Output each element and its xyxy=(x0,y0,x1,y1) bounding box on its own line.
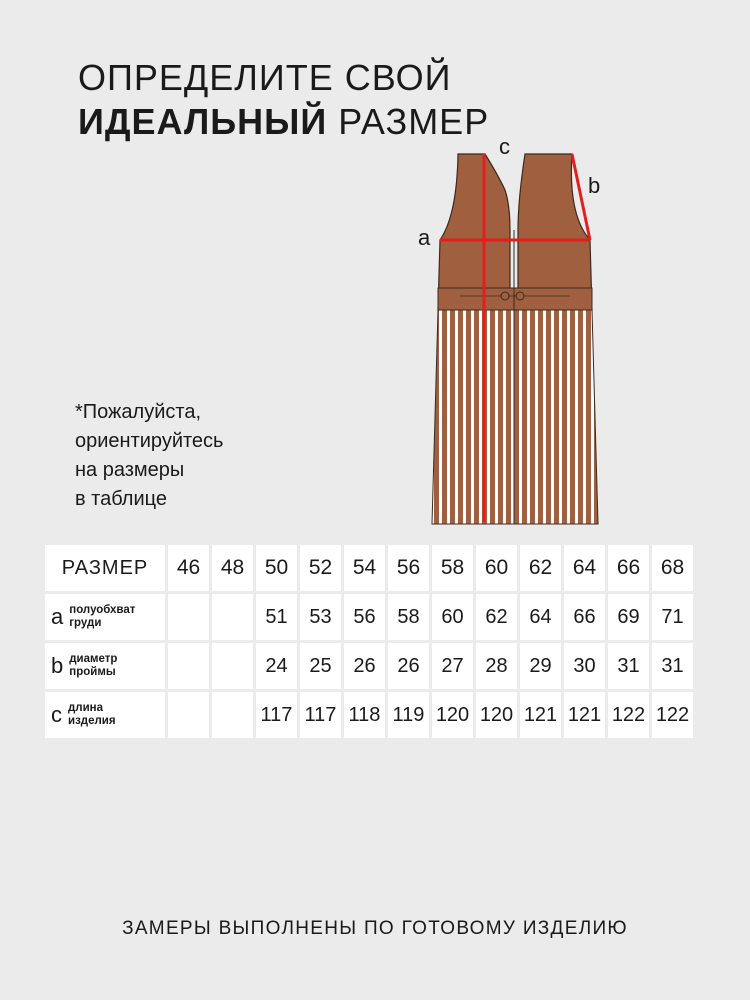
value-cell: 62 xyxy=(476,594,517,640)
size-cell: 46 xyxy=(168,545,209,591)
size-cell: 62 xyxy=(520,545,561,591)
size-cell: 56 xyxy=(388,545,429,591)
size-cell: 58 xyxy=(432,545,473,591)
value-cell: 24 xyxy=(256,643,297,689)
value-cell: 58 xyxy=(388,594,429,640)
size-cell: 52 xyxy=(300,545,341,591)
value-cell xyxy=(168,594,209,640)
value-cell: 117 xyxy=(300,692,341,738)
table-header-row xyxy=(45,545,693,591)
value-cell: 31 xyxy=(652,643,693,689)
desc-line: проймы xyxy=(69,666,116,678)
title-bold-word: ИДЕАЛЬНЫЙ xyxy=(78,101,328,142)
value-cell xyxy=(212,594,253,640)
value-cell: 66 xyxy=(564,594,605,640)
row-label xyxy=(45,692,165,738)
value-cell: 31 xyxy=(608,643,649,689)
desc-line: длина xyxy=(68,702,104,714)
desc-line: изделия xyxy=(68,715,116,727)
value-cell: 118 xyxy=(344,692,385,738)
vest-diagram xyxy=(410,130,620,530)
row-letter: b xyxy=(51,653,64,678)
title-line-1: ОПРЕДЕЛИТЕ СВОЙ xyxy=(78,57,452,98)
value-cell: 27 xyxy=(432,643,473,689)
note-line: ориентируйтесь xyxy=(75,430,224,452)
label-a: a xyxy=(418,225,431,250)
size-cell: 48 xyxy=(212,545,253,591)
value-cell: 117 xyxy=(256,692,297,738)
value-cell xyxy=(212,692,253,738)
value-cell: 60 xyxy=(432,594,473,640)
size-note xyxy=(75,398,315,514)
value-cell: 71 xyxy=(652,594,693,640)
label-b: b xyxy=(588,173,601,198)
note-line: *Пожалуйста, xyxy=(75,401,202,423)
value-cell: 120 xyxy=(476,692,517,738)
note-line: на размеры xyxy=(75,459,185,481)
label-c: c xyxy=(499,134,510,159)
value-cell: 64 xyxy=(520,594,561,640)
value-cell: 121 xyxy=(520,692,561,738)
desc-line: груди xyxy=(69,617,102,629)
size-table xyxy=(42,542,696,741)
row-letter: a xyxy=(51,604,64,629)
row-label xyxy=(45,643,165,689)
value-cell: 29 xyxy=(520,643,561,689)
value-cell: 26 xyxy=(344,643,385,689)
value-cell: 122 xyxy=(652,692,693,738)
value-cell: 28 xyxy=(476,643,517,689)
value-cell: 51 xyxy=(256,594,297,640)
value-cell: 69 xyxy=(608,594,649,640)
value-cell xyxy=(212,643,253,689)
note-line: в таблице xyxy=(75,488,167,510)
value-cell: 119 xyxy=(388,692,429,738)
vest-body xyxy=(432,154,601,524)
row-description xyxy=(68,702,116,728)
desc-line: диаметр xyxy=(69,653,118,665)
table-row xyxy=(45,692,693,738)
size-cell: 60 xyxy=(476,545,517,591)
size-cell: 50 xyxy=(256,545,297,591)
size-cell: 66 xyxy=(608,545,649,591)
value-cell: 122 xyxy=(608,692,649,738)
table-row xyxy=(45,594,693,640)
size-cell: 64 xyxy=(564,545,605,591)
value-cell xyxy=(168,643,209,689)
value-cell: 30 xyxy=(564,643,605,689)
row-description xyxy=(69,653,117,679)
footer-note: ЗАМЕРЫ ВЫПОЛНЕНЫ ПО ГОТОВОМУ ИЗДЕЛИЮ xyxy=(122,918,628,939)
row-description xyxy=(69,604,135,630)
value-cell: 56 xyxy=(344,594,385,640)
size-cell: 68 xyxy=(652,545,693,591)
value-cell: 121 xyxy=(564,692,605,738)
value-cell: 120 xyxy=(432,692,473,738)
desc-line: полуобхват xyxy=(69,604,136,616)
value-cell: 26 xyxy=(388,643,429,689)
row-letter: c xyxy=(51,702,62,727)
title-rest: РАЗМЕР xyxy=(327,101,490,142)
size-cell: 54 xyxy=(344,545,385,591)
value-cell: 53 xyxy=(300,594,341,640)
value-cell xyxy=(168,692,209,738)
value-cell: 25 xyxy=(300,643,341,689)
header-label: РАЗМЕР xyxy=(45,545,165,591)
table-row xyxy=(45,643,693,689)
row-label xyxy=(45,594,165,640)
